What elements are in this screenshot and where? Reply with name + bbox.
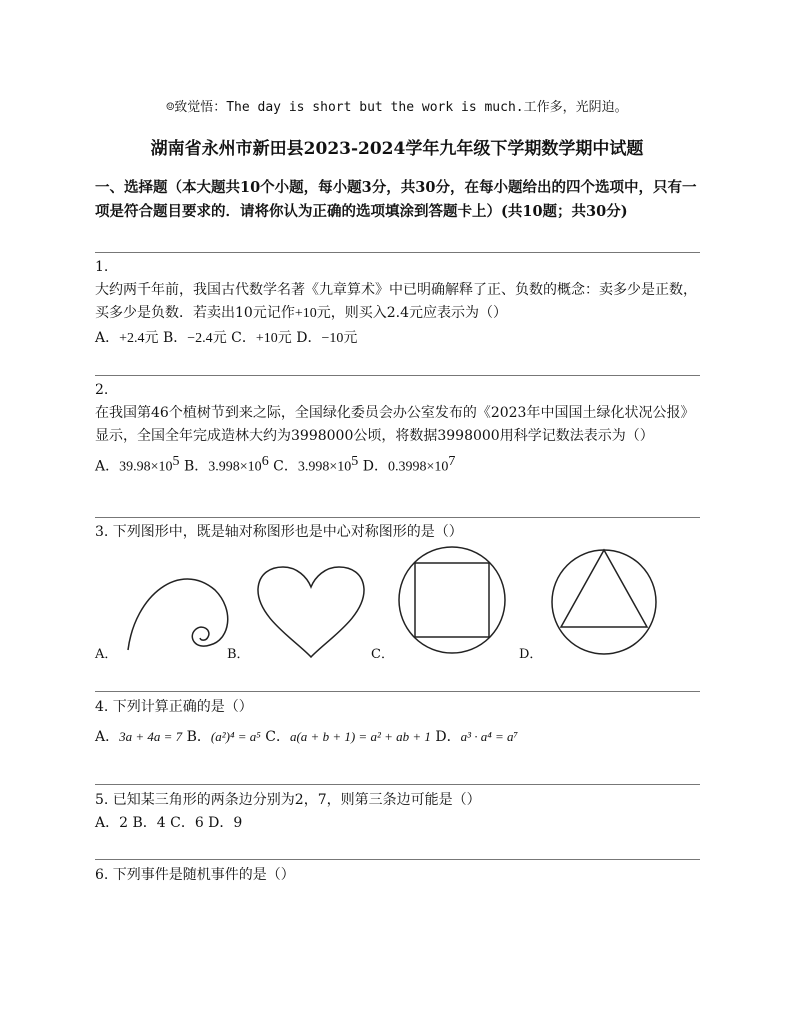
heart-figure: [255, 565, 367, 660]
question-4: [95, 696, 707, 749]
options: [95, 327, 707, 350]
option-a-value: +2.4: [119, 331, 145, 346]
question-number: 2.: [95, 382, 109, 398]
divider: [95, 784, 700, 785]
option-a-expr: 3a + 4a = 7: [119, 729, 183, 744]
question-text: 在我国第46个植树节到来之际，全国绿化委员会办公室发布的《2023年中国国土绿化状况公报》显示，全国全年完成造林大约为3998000公顷，将数据3998000用科学记数法表示为（）: [95, 405, 695, 444]
divider: [95, 691, 700, 692]
option-b-unit: 元: [212, 330, 227, 346]
divider: [95, 375, 700, 376]
question-3: [95, 521, 707, 544]
options: [95, 725, 707, 749]
question-text: 6. 下列事件是随机事件的是（）: [95, 867, 295, 883]
option-d-unit: 元: [343, 330, 358, 346]
question-text: 5. 已知某三角形的两条边分别为2，7，则第三条边可能是（）: [95, 792, 481, 808]
option-c-base: 3.998×10: [297, 459, 352, 475]
option-c-unit: 元: [277, 330, 292, 346]
divider: [95, 517, 700, 518]
option-a-unit: 元: [144, 330, 159, 346]
option-c-label: C．: [231, 330, 256, 346]
spiral-figure: [120, 555, 230, 655]
page-title: 湖南省永州市新田县2023-2024学年九年级下学期数学期中试题: [150, 139, 644, 159]
divider: [95, 859, 700, 860]
question-text: [95, 279, 707, 325]
figure-b-label: B．: [227, 647, 250, 662]
question-1: [95, 256, 707, 350]
question-text: 4. 下列计算正确的是（）: [95, 699, 253, 715]
question-text: 3. 下列图形中，既是轴对称图形也是中心对称图形的是（）: [95, 524, 463, 540]
circle-square-figure: [397, 545, 507, 655]
question-5: [95, 789, 707, 835]
question-text-a: 大约两千年前，我国古代数学名著《九章算术》中已明确解释了正、负数的概念：卖多少是正数，买多少是负数．若卖出10元记作: [95, 282, 697, 321]
option-a-base: 39.98×10: [119, 459, 173, 475]
option-d-value: −10: [321, 331, 344, 346]
option-b-value: −2.4: [187, 331, 213, 346]
option-b-base: 3.998×10: [208, 459, 262, 475]
figure-a-label: A．: [95, 647, 118, 662]
section-heading: 一、选择题（本大题共10个小题，每小题3分，共30分，在每小题给出的四个选项中，只有一项是符合题目要求的．请将你认为正确的选项填涂到答题卡上）(共10题；共30分): [95, 179, 697, 220]
option-d-label: D．: [362, 458, 388, 475]
option-d-expr: a³ · a⁴ = a⁷: [460, 729, 519, 744]
option-c-label: C．: [265, 729, 290, 745]
option-a-label: A．: [95, 729, 120, 745]
option-c-exponent: 5: [351, 454, 359, 469]
option-b-label: B．: [162, 330, 188, 346]
option-c-value: +10: [255, 331, 278, 346]
option-d-exponent: 7: [448, 454, 456, 469]
option-d-label: D．: [296, 330, 322, 346]
options: [95, 450, 707, 479]
option-a-label: A．: [95, 330, 120, 346]
option-b-label: B．: [186, 729, 211, 745]
option-b-exponent: 6: [261, 454, 269, 469]
math-expr: +10: [294, 306, 317, 321]
figure-d-label: D．: [519, 647, 543, 662]
circle-triangle-figure: [549, 545, 659, 655]
motto-line: ☺致觉悟：The day is short but the work is much.工作多，光阴迫。: [166, 100, 628, 115]
option-d-base: 0.3998×10: [387, 459, 449, 475]
option-b-label: B．: [183, 458, 209, 475]
question-6: [95, 864, 707, 887]
option-d-label: D．: [435, 729, 461, 745]
divider: [95, 252, 700, 253]
question-number: 1.: [95, 259, 109, 275]
option-a-exponent: 5: [172, 454, 180, 469]
option-c-expr: a(a + b + 1) = a² + ab + 1: [289, 729, 431, 744]
figure-c-label: C．: [371, 647, 394, 662]
option-a-label: A．: [95, 458, 120, 475]
option-c-label: C．: [273, 458, 298, 475]
option-b-expr: (a²)⁴ = a⁵: [210, 729, 261, 744]
options: A．2 B．4 C．6 D．9: [95, 815, 243, 831]
question-text-b: 元，则买入2.4元应表示为（）: [316, 305, 507, 321]
question-2: [95, 379, 707, 479]
figure-row: [95, 545, 705, 665]
